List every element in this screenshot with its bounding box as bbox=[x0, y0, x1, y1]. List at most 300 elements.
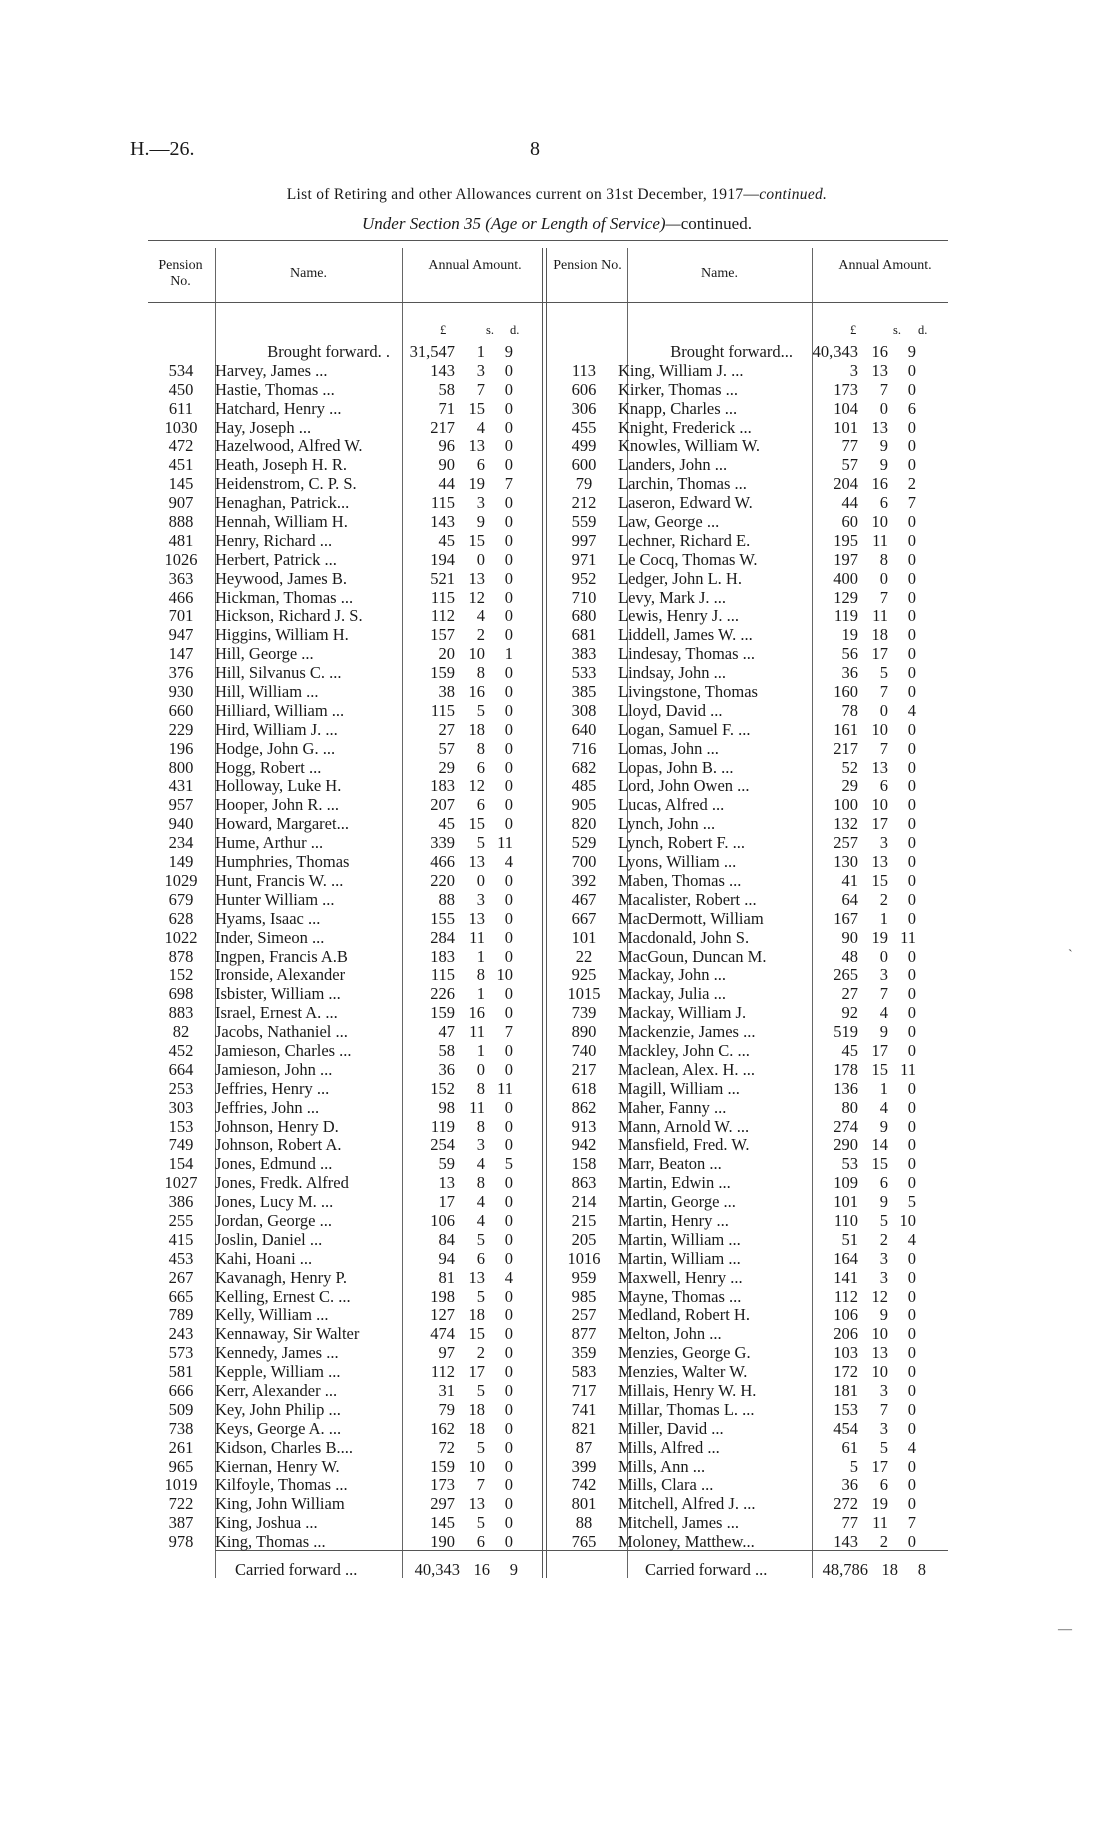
pension-number: 467 bbox=[571, 889, 597, 909]
pension-number: 386 bbox=[168, 1192, 194, 1212]
pensioner-name: Lynch, Robert F. ... bbox=[618, 834, 746, 853]
amount-pounds: 88 bbox=[438, 889, 455, 909]
amount-pounds: 101 bbox=[833, 417, 858, 437]
pensioner-name: Hill, George ... bbox=[215, 645, 314, 664]
pensioner-name: Hunt, Francis W. ... bbox=[215, 871, 344, 890]
pensioner-name: Ironside, Alexander bbox=[215, 966, 346, 985]
pension-number: 606 bbox=[571, 379, 597, 399]
table-row bbox=[155, 1269, 535, 1288]
amount-pounds: 77 bbox=[841, 1513, 858, 1533]
table-row bbox=[155, 759, 535, 778]
amount-shillings: 5 bbox=[476, 700, 485, 720]
amount-pence: 0 bbox=[907, 1399, 916, 1419]
amount-shillings: 10 bbox=[468, 1456, 485, 1476]
amount-pence: 0 bbox=[907, 1267, 916, 1287]
amount-shillings: 3 bbox=[879, 1380, 888, 1400]
amount-pence: 7 bbox=[504, 1022, 513, 1042]
amount-shillings: 8 bbox=[476, 1173, 485, 1193]
pensioner-name: Hogg, Robert ... bbox=[215, 758, 322, 777]
amount-pence: 0 bbox=[907, 625, 916, 645]
pension-number: 749 bbox=[168, 1135, 194, 1155]
amount-pence: 0 bbox=[504, 455, 513, 475]
amount-shillings: 0 bbox=[476, 549, 485, 569]
amount-shillings: 1 bbox=[879, 908, 888, 928]
amount-pounds: 19 bbox=[841, 625, 858, 645]
pensioner-name: Henaghan, Patrick... bbox=[215, 494, 350, 513]
pensioner-name: Hyams, Isaac ... bbox=[215, 909, 321, 928]
pension-number: 113 bbox=[571, 360, 597, 380]
pensioner-name: Johnson, Henry D. bbox=[215, 1117, 339, 1136]
amount-pounds: 13 bbox=[438, 1173, 455, 1193]
amount-pounds: 265 bbox=[833, 965, 858, 985]
pension-number: 583 bbox=[571, 1362, 597, 1382]
amount-pence: 0 bbox=[907, 512, 916, 532]
pension-number: 680 bbox=[571, 606, 597, 626]
pensioner-name: Jones, Fredk. Alfred bbox=[215, 1174, 349, 1193]
pension-number: 1026 bbox=[164, 549, 198, 569]
amount-pounds: 519 bbox=[833, 1022, 858, 1042]
pension-number: 255 bbox=[168, 1210, 194, 1230]
amount-pounds: 274 bbox=[833, 1116, 858, 1136]
pension-number: 466 bbox=[168, 587, 194, 607]
amount-shillings: 9 bbox=[879, 1116, 888, 1136]
pensioner-name: Martin, William ... bbox=[618, 1230, 741, 1249]
amount-pence: 4 bbox=[907, 700, 916, 720]
amount-pence: 0 bbox=[504, 1192, 513, 1212]
carried-forward-pence-left: 9 bbox=[509, 1560, 518, 1579]
amount-pounds: 20 bbox=[438, 644, 455, 664]
amount-pounds: 90 bbox=[841, 927, 858, 947]
table-row bbox=[558, 721, 938, 740]
pension-number: 997 bbox=[571, 530, 597, 550]
pension-number: 665 bbox=[168, 1286, 194, 1306]
amount-pounds: 51 bbox=[841, 1229, 858, 1249]
amount-pounds: 94 bbox=[438, 1248, 455, 1268]
table-row bbox=[155, 437, 535, 456]
pensioner-name: Mackay, John ... bbox=[618, 966, 726, 985]
amount-shillings: 18 bbox=[468, 1418, 485, 1438]
table-row bbox=[155, 607, 535, 626]
table-row bbox=[155, 1193, 535, 1212]
amount-pounds: 183 bbox=[430, 776, 455, 796]
table-row bbox=[155, 910, 535, 929]
amount-shillings: 5 bbox=[879, 1210, 888, 1230]
table-row bbox=[558, 1325, 938, 1344]
amount-shillings: 16 bbox=[468, 682, 485, 702]
table-row bbox=[155, 1250, 535, 1269]
amount-pence: 0 bbox=[907, 795, 916, 815]
pension-number: 739 bbox=[571, 1003, 597, 1023]
pensioner-name: Lloyd, David ... bbox=[618, 701, 723, 720]
pensioner-name: Kilfoyle, Thomas ... bbox=[215, 1476, 348, 1495]
pensioner-name: Humphries, Thomas bbox=[215, 853, 350, 872]
amount-pounds: 57 bbox=[438, 738, 455, 758]
pensioner-name: Menzies, Walter W. bbox=[618, 1363, 748, 1382]
pensioner-name: Knight, Frederick ... bbox=[618, 418, 752, 437]
pensioner-name: MacGoun, Duncan M. bbox=[618, 947, 767, 966]
amount-pounds: 106 bbox=[833, 1305, 858, 1325]
amount-pence: 0 bbox=[504, 1210, 513, 1230]
pension-number: 451 bbox=[168, 455, 194, 475]
amount-pence: 11 bbox=[497, 833, 513, 853]
amount-pence: 0 bbox=[907, 946, 916, 966]
amount-pence: 0 bbox=[907, 1003, 916, 1023]
pension-number: 947 bbox=[168, 625, 194, 645]
table-row bbox=[155, 948, 535, 967]
amount-shillings: 5 bbox=[476, 1513, 485, 1533]
amount-pence: 9 bbox=[907, 342, 916, 361]
pensioner-name: Kavanagh, Henry P. bbox=[215, 1268, 347, 1287]
amount-shillings: 7 bbox=[879, 984, 888, 1004]
amount-pounds: 96 bbox=[438, 436, 455, 456]
amount-pence: 4 bbox=[504, 1267, 513, 1287]
pensioner-name: Mills, Alfred ... bbox=[618, 1438, 720, 1457]
amount-shillings: 3 bbox=[476, 1135, 485, 1155]
pensioner-name: Kerr, Alexander ... bbox=[215, 1381, 338, 1400]
amount-pounds: 31,547 bbox=[409, 342, 455, 361]
pensioner-name: Lindesay, Thomas ... bbox=[618, 645, 756, 664]
amount-pence: 0 bbox=[907, 1343, 916, 1363]
pension-number: 472 bbox=[168, 436, 194, 456]
amount-shillings: 7 bbox=[879, 738, 888, 758]
amount-pence: 0 bbox=[504, 1229, 513, 1249]
pensioner-name: Kiernan, Henry W. bbox=[215, 1457, 340, 1476]
table-row bbox=[155, 419, 535, 438]
pension-number: 789 bbox=[168, 1305, 194, 1325]
table-row bbox=[155, 1514, 535, 1533]
amount-pounds: 31 bbox=[438, 1380, 455, 1400]
amount-pounds: 64 bbox=[841, 889, 858, 909]
pension-number: 387 bbox=[168, 1513, 194, 1533]
pensioner-name: Isbister, William ... bbox=[215, 985, 341, 1004]
amount-pounds: 454 bbox=[833, 1418, 858, 1438]
amount-shillings: 13 bbox=[871, 852, 888, 872]
pension-number: 862 bbox=[571, 1097, 597, 1117]
amount-shillings: 0 bbox=[476, 870, 485, 890]
amount-pounds: 41 bbox=[841, 870, 858, 890]
pensioner-name: Kelling, Ernest C. ... bbox=[215, 1287, 351, 1306]
amount-pence: 10 bbox=[496, 965, 513, 985]
pension-number: 376 bbox=[168, 663, 194, 683]
amount-pence: 0 bbox=[504, 1418, 513, 1438]
amount-pence: 0 bbox=[504, 1494, 513, 1514]
pensioner-name: Key, John Philip ... bbox=[215, 1400, 341, 1419]
amount-pounds: 400 bbox=[833, 568, 858, 588]
amount-pounds: 103 bbox=[833, 1343, 858, 1363]
table-row bbox=[558, 872, 938, 891]
table-row bbox=[155, 702, 535, 721]
amount-shillings: 7 bbox=[476, 379, 485, 399]
amount-shillings: 13 bbox=[871, 360, 888, 380]
amount-pence: 0 bbox=[504, 568, 513, 588]
pension-number: 533 bbox=[571, 663, 597, 683]
amount-pounds: 136 bbox=[833, 1078, 858, 1098]
table-row bbox=[155, 683, 535, 702]
amount-pounds: 132 bbox=[833, 814, 858, 834]
amount-pounds: 178 bbox=[833, 1059, 858, 1079]
table-row bbox=[558, 1080, 938, 1099]
amount-pounds: 98 bbox=[438, 1097, 455, 1117]
pension-number: 214 bbox=[571, 1192, 597, 1212]
amount-pounds: 59 bbox=[438, 1154, 455, 1174]
pension-number: 710 bbox=[571, 587, 597, 607]
amount-shillings: 8 bbox=[476, 1078, 485, 1098]
table-row bbox=[155, 1288, 535, 1307]
amount-shillings: 8 bbox=[476, 663, 485, 683]
pensioner-name: Higgins, William H. bbox=[215, 626, 349, 645]
amount-pence: 4 bbox=[907, 1437, 916, 1457]
amount-shillings: 13 bbox=[468, 436, 485, 456]
amount-shillings: 1 bbox=[879, 1078, 888, 1098]
amount-pounds: 3 bbox=[849, 360, 858, 380]
pension-number: 452 bbox=[168, 1040, 194, 1060]
table-row bbox=[155, 1118, 535, 1137]
amount-pence: 0 bbox=[907, 1097, 916, 1117]
amount-pounds: 157 bbox=[430, 625, 455, 645]
amount-pence: 0 bbox=[504, 776, 513, 796]
pensioner-name: Hill, William ... bbox=[215, 683, 319, 702]
amount-pounds: 297 bbox=[430, 1494, 455, 1514]
pensioner-name: Martin, Edwin ... bbox=[618, 1174, 731, 1193]
amount-pounds: 194 bbox=[430, 549, 455, 569]
amount-pence: 2 bbox=[907, 474, 916, 494]
amount-shillings: 2 bbox=[476, 625, 485, 645]
header-rule bbox=[148, 302, 948, 303]
amount-shillings: 17 bbox=[871, 1456, 888, 1476]
table-row bbox=[155, 532, 535, 551]
header-amount-right: Annual Amount. bbox=[838, 258, 932, 273]
amount-shillings: 8 bbox=[879, 549, 888, 569]
pensioner-name: Melton, John ... bbox=[618, 1325, 722, 1344]
amount-shillings: 0 bbox=[476, 1059, 485, 1079]
amount-pence: 0 bbox=[907, 1324, 916, 1344]
table-row bbox=[558, 853, 938, 872]
amount-shillings: 7 bbox=[879, 587, 888, 607]
amount-shillings: 15 bbox=[468, 814, 485, 834]
table-row bbox=[155, 815, 535, 834]
table-row bbox=[558, 948, 938, 967]
amount-pounds: 36 bbox=[438, 1059, 455, 1079]
amount-shillings: 10 bbox=[871, 719, 888, 739]
carried-forward-shillings-right: 18 bbox=[881, 1560, 898, 1579]
table-row bbox=[155, 872, 535, 891]
pension-number: 942 bbox=[571, 1135, 597, 1155]
table-row bbox=[558, 456, 938, 475]
pension-number: 1016 bbox=[567, 1248, 601, 1268]
table-row bbox=[558, 1495, 938, 1514]
amount-pence: 0 bbox=[907, 568, 916, 588]
pence-label-right: d. bbox=[918, 323, 928, 337]
amount-pence: 0 bbox=[907, 682, 916, 702]
amount-pounds: 272 bbox=[833, 1494, 858, 1514]
amount-pounds: 204 bbox=[833, 474, 858, 494]
amount-shillings: 14 bbox=[871, 1135, 888, 1155]
amount-pounds: 56 bbox=[841, 644, 858, 664]
table-row bbox=[155, 645, 535, 664]
pension-number: 153 bbox=[168, 1116, 194, 1136]
amount-pounds: 160 bbox=[833, 682, 858, 702]
amount-pence: 0 bbox=[907, 776, 916, 796]
amount-shillings: 2 bbox=[879, 1229, 888, 1249]
pensioner-name: Hickson, Richard J. S. bbox=[215, 607, 363, 626]
amount-pence: 0 bbox=[504, 682, 513, 702]
table-row bbox=[155, 740, 535, 759]
amount-pounds: 115 bbox=[430, 700, 455, 720]
pensioner-name: Martin, William ... bbox=[618, 1249, 741, 1268]
pension-number: 660 bbox=[168, 700, 194, 720]
amount-pence: 0 bbox=[907, 814, 916, 834]
table-row bbox=[155, 362, 535, 381]
pension-number: 925 bbox=[571, 965, 597, 985]
amount-pounds: 79 bbox=[438, 1399, 455, 1419]
amount-shillings: 6 bbox=[879, 776, 888, 796]
amount-shillings: 6 bbox=[476, 455, 485, 475]
pensioner-name: Larchin, Thomas ... bbox=[618, 475, 747, 494]
pension-number: 215 bbox=[571, 1210, 597, 1230]
pension-number: 765 bbox=[571, 1532, 597, 1552]
pension-number: 196 bbox=[168, 738, 194, 758]
amount-pounds: 78 bbox=[841, 700, 858, 720]
amount-pence: 0 bbox=[907, 1456, 916, 1476]
amount-shillings: 2 bbox=[879, 1532, 888, 1552]
pension-number: 415 bbox=[168, 1229, 194, 1249]
pensioner-name: Menzies, George G. bbox=[618, 1344, 751, 1363]
pension-number: 905 bbox=[571, 795, 597, 815]
amount-shillings: 5 bbox=[476, 1437, 485, 1457]
pension-number: 717 bbox=[571, 1380, 597, 1400]
amount-pounds: 143 bbox=[833, 1532, 858, 1552]
amount-pounds: 100 bbox=[833, 795, 858, 815]
pensioner-name: Johnson, Robert A. bbox=[215, 1136, 342, 1155]
pension-number: 722 bbox=[168, 1494, 194, 1514]
pensioner-name: Knapp, Charles ... bbox=[618, 399, 738, 418]
pensioner-name: Jamieson, Charles ... bbox=[215, 1041, 352, 1060]
amount-pounds: 115 bbox=[430, 493, 455, 513]
pension-number: 1022 bbox=[164, 927, 198, 947]
amount-shillings: 16 bbox=[871, 342, 888, 361]
amount-pounds: 127 bbox=[430, 1305, 455, 1325]
table-center-divider bbox=[542, 248, 547, 1578]
pensioner-name: Heath, Joseph H. R. bbox=[215, 456, 347, 475]
amount-pounds: 60 bbox=[841, 512, 858, 532]
amount-pounds: 206 bbox=[833, 1324, 858, 1344]
pension-number: 534 bbox=[168, 360, 194, 380]
pension-number: 217 bbox=[571, 1059, 597, 1079]
amount-shillings: 17 bbox=[871, 644, 888, 664]
pension-number: 573 bbox=[168, 1343, 194, 1363]
table-row bbox=[155, 664, 535, 683]
amount-shillings: 0 bbox=[879, 700, 888, 720]
pension-number: 716 bbox=[571, 738, 597, 758]
amount-pence: 9 bbox=[504, 342, 513, 361]
amount-shillings: 13 bbox=[871, 1343, 888, 1363]
amount-shillings: 18 bbox=[468, 719, 485, 739]
pensioner-name: Mills, Ann ... bbox=[618, 1457, 706, 1476]
amount-pounds: 112 bbox=[430, 606, 455, 626]
pensioner-name: Hazelwood, Alfred W. bbox=[215, 437, 363, 456]
amount-pounds: 90 bbox=[438, 455, 455, 475]
amount-pence: 0 bbox=[504, 1456, 513, 1476]
header-name-right: Name. bbox=[701, 266, 738, 281]
pensioner-name: Kirker, Thomas ... bbox=[618, 380, 739, 399]
pension-number: 363 bbox=[168, 568, 194, 588]
amount-shillings: 6 bbox=[476, 795, 485, 815]
amount-pence: 0 bbox=[907, 738, 916, 758]
pensioner-name: Martin, George ... bbox=[618, 1193, 736, 1212]
amount-pence: 0 bbox=[504, 946, 513, 966]
pensioner-name: Lucas, Alfred ... bbox=[618, 796, 725, 815]
table-row bbox=[558, 494, 938, 513]
amount-pounds: 129 bbox=[833, 587, 858, 607]
amount-pounds: 195 bbox=[833, 530, 858, 550]
pensioner-name: Hay, Joseph ... bbox=[215, 418, 312, 437]
pension-number: 940 bbox=[168, 814, 194, 834]
table-row bbox=[558, 1344, 938, 1363]
table-row bbox=[558, 740, 938, 759]
amount-shillings: 13 bbox=[468, 568, 485, 588]
amount-pence: 0 bbox=[504, 908, 513, 928]
table-row bbox=[155, 1136, 535, 1155]
amount-shillings: 19 bbox=[468, 474, 485, 494]
amount-pence: 0 bbox=[907, 663, 916, 683]
pensioner-name: Hickman, Thomas ... bbox=[215, 588, 354, 607]
table-row bbox=[155, 1023, 535, 1042]
pension-number: 666 bbox=[168, 1380, 194, 1400]
amount-pounds: 254 bbox=[430, 1135, 455, 1155]
pensioner-name: Le Cocq, Thomas W. bbox=[618, 550, 758, 569]
pension-number: 158 bbox=[571, 1154, 597, 1174]
table-row bbox=[558, 966, 938, 985]
amount-pounds: 155 bbox=[430, 908, 455, 928]
table-row bbox=[155, 1155, 535, 1174]
amount-shillings: 12 bbox=[871, 1286, 888, 1306]
table-row bbox=[155, 1231, 535, 1250]
amount-shillings: 13 bbox=[468, 852, 485, 872]
amount-pence: 0 bbox=[504, 530, 513, 550]
pension-number: 930 bbox=[168, 682, 194, 702]
amount-pounds: 152 bbox=[430, 1078, 455, 1098]
amount-pounds: 153 bbox=[833, 1399, 858, 1419]
amount-shillings: 7 bbox=[879, 379, 888, 399]
pension-number: 87 bbox=[575, 1437, 593, 1457]
pensioner-name: Kennaway, Sir Walter bbox=[215, 1325, 360, 1344]
pensioner-name: Martin, Henry ... bbox=[618, 1211, 729, 1230]
table-row bbox=[558, 513, 938, 532]
amount-pence: 0 bbox=[907, 549, 916, 569]
pensioner-name: King, John William bbox=[215, 1495, 345, 1514]
amount-pounds: 110 bbox=[833, 1210, 858, 1230]
amount-pence: 0 bbox=[504, 379, 513, 399]
amount-pence: 0 bbox=[504, 1513, 513, 1533]
pension-number: 664 bbox=[168, 1059, 194, 1079]
table-row bbox=[558, 891, 938, 910]
pensioner-name: Hodge, John G. ... bbox=[215, 739, 336, 758]
amount-shillings: 10 bbox=[468, 644, 485, 664]
pensioner-name: Law, George ... bbox=[618, 513, 720, 532]
amount-pence: 0 bbox=[907, 644, 916, 664]
amount-pounds: 47 bbox=[438, 1022, 455, 1042]
pension-number: 801 bbox=[571, 1494, 597, 1514]
amount-pounds: 130 bbox=[833, 852, 858, 872]
pension-number: 88 bbox=[575, 1513, 593, 1533]
amount-pounds: 145 bbox=[430, 1513, 455, 1533]
amount-pence: 0 bbox=[504, 493, 513, 513]
amount-pence: 0 bbox=[907, 1173, 916, 1193]
amount-shillings: 1 bbox=[476, 342, 485, 361]
amount-shillings: 10 bbox=[871, 795, 888, 815]
pension-number: 261 bbox=[168, 1437, 194, 1457]
pension-number: 205 bbox=[571, 1229, 597, 1249]
